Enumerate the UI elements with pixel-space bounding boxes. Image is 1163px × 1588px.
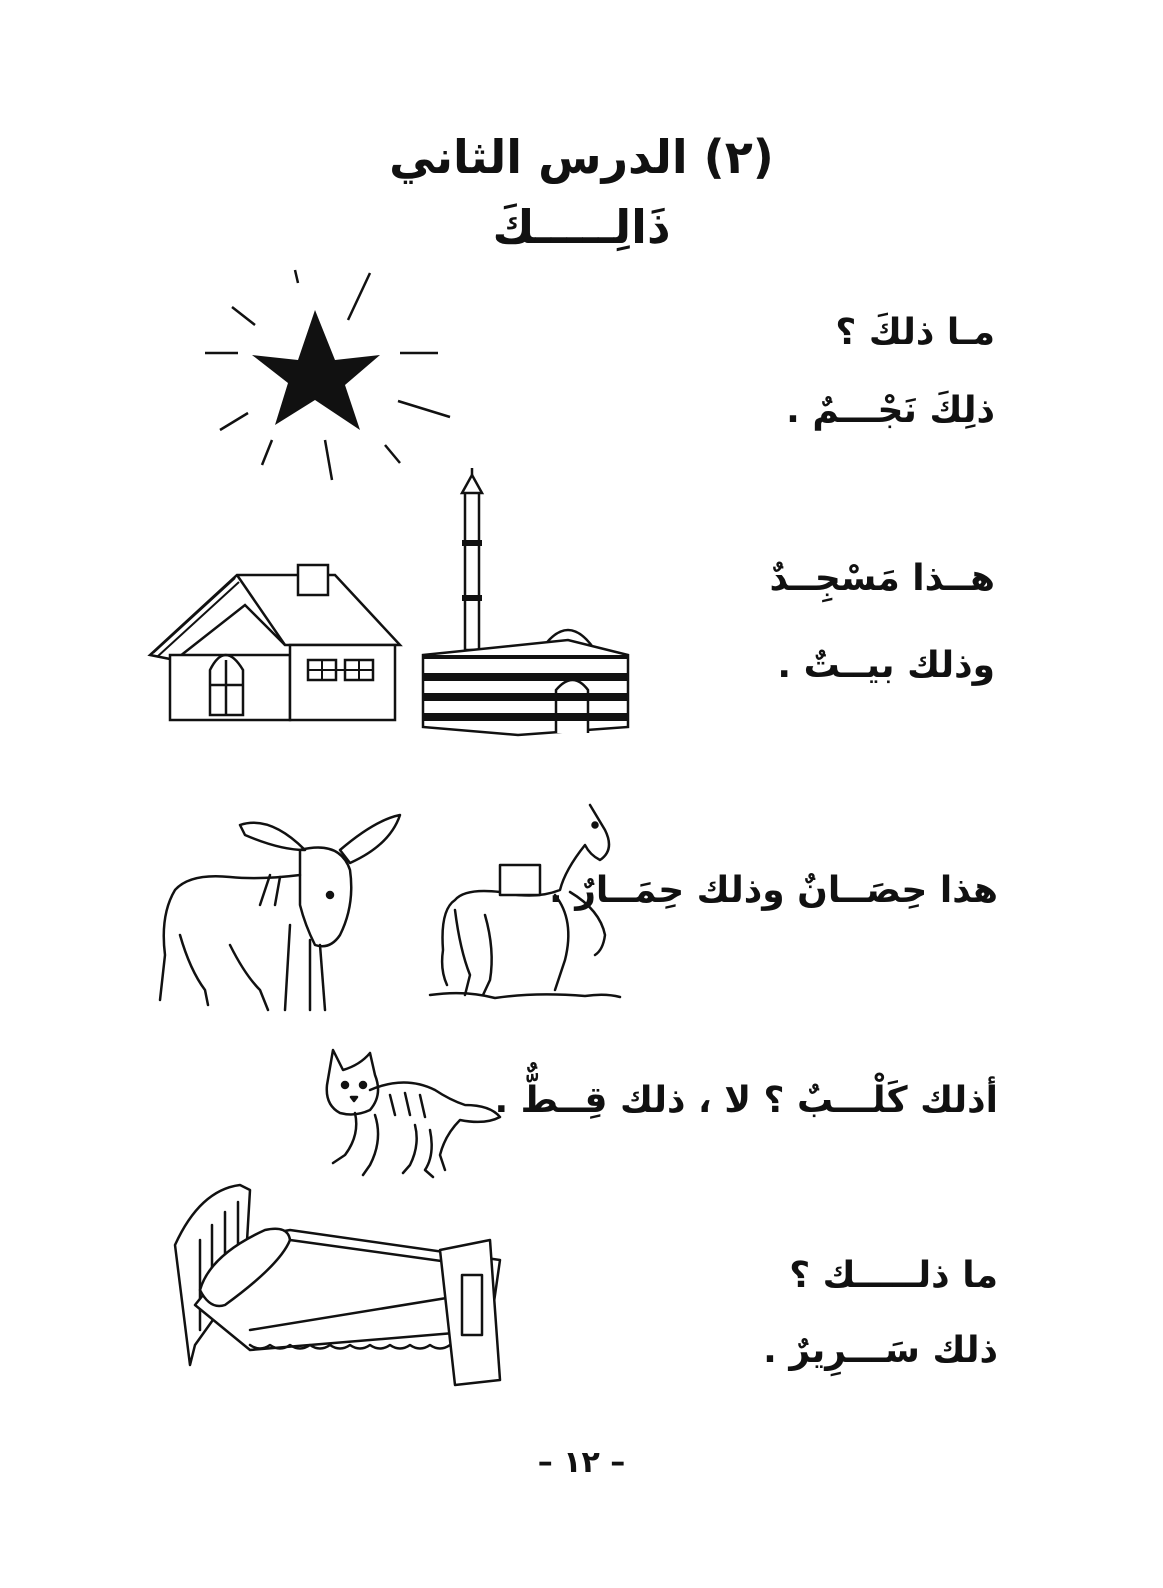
- sentence-line: مـا ذلكَ ؟: [835, 312, 995, 353]
- bed-icon: [170, 1180, 505, 1405]
- sentence-line: هــذا مَسْجِــدٌ: [769, 558, 995, 599]
- sentence-line: ذلك سَـــرِيرٌ .: [763, 1330, 998, 1371]
- cat-icon: [315, 1045, 505, 1185]
- donkey-icon: [150, 805, 410, 1020]
- sentence-line: هذا حِصَــانٌ وذلك حِمَــارٌ .: [549, 870, 998, 911]
- house-icon: [145, 560, 405, 730]
- page-number: – ١٢ –: [537, 1445, 626, 1480]
- sentence-line: وذلك بيــتٌ .: [777, 645, 995, 686]
- mosque-icon: [418, 465, 633, 745]
- star-icon: [200, 265, 460, 485]
- sentence-line: ما ذلـــــك ؟: [789, 1255, 998, 1296]
- sentence-line: أذلك كَلْـــبٌ ؟ لا ، ذلك قِــطٌّ .: [494, 1080, 998, 1121]
- lesson-subtitle: ذَالِـــــكَ: [492, 200, 671, 254]
- lesson-title: (٢) الدرس الثاني: [389, 130, 774, 184]
- sentence-line: ذلِكَ نَجْـــمٌ .: [786, 390, 995, 431]
